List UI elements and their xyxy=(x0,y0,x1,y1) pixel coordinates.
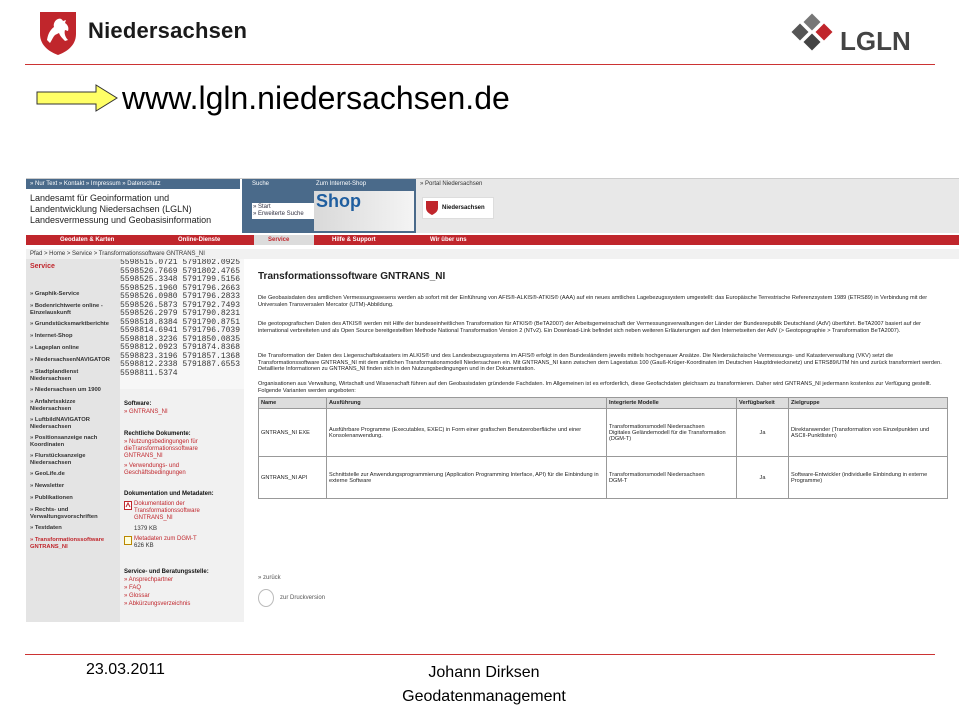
sidebar-item[interactable]: » Anfahrtsskizze Niedersachsen xyxy=(30,399,76,412)
niedersachsen-horse-logo xyxy=(38,10,78,56)
coordinate-list-image xyxy=(120,259,244,389)
table-cell: Ausführbare Programme (Executables, EXEC) in Form einer grafischen Benutzeroberfläche und einer Konsolenanwendung. xyxy=(327,409,607,457)
coord-line: 5598525.1960 5791796.2663 xyxy=(120,283,241,293)
table-cell: GNTRANS_NI EXE xyxy=(259,409,327,457)
service-link[interactable]: » Glossar xyxy=(124,593,150,599)
page-title: Transformationssoftware GNTRANS_NI xyxy=(258,271,446,282)
paragraph: Die Transformation der Daten des Liegenschaftskatasters im ALKIS® und des Landesbezugssystems im AFIS® erfolgt in den Bundesländern jeweils mittels hochgenauer Ansätze. Die Niedersächsische Vermessungs- und Katasterverwaltung (VKV) setzt die Transformationssoftware GNTRANS_NI mit dem amtlichen Transformationsmodell Niedersachsen ein. Mit GNTRANS_NI kann zwischen dem Lagestatus 100 (Gauß-Krüger-Koordinaten im Deutschen Hauptdreiecksnetz) und ETRS89/UTM hin und zurück transformiert werden. Detaillierte Informationen zu GNTRANS_NI finden sich in den Nutzungsbedingungen und in der Dokumentation. xyxy=(258,353,942,373)
author-department: Geodatenmanagement xyxy=(402,688,566,705)
coord-line: 5598526.7669 5791802.4765 xyxy=(120,266,241,276)
paragraph: Die geotopografischen Daten des ATKIS® werden mit Hilfe der bundeseinheitlichen Transformation für ATKIS® (BeTA2007) der Arbeitsgemeinschaft der Vermessungsverwaltungen der Länder der Bundesrepublik Deutschland (AdV) überführt. BeTA2007 basiert auf der international verbreiteten und als Open Source bereitgestellten Methode National Transformation Version 2 (NTv2). Ein Download-Link befindet sich neben weiteren Erläuterungen auf den Internetseiten der AdV (> Geotopographie > Transformation BeTA2007). xyxy=(258,321,921,334)
sidebar-item[interactable]: » Publikationen xyxy=(30,495,73,501)
niedersachsen-mini-logo xyxy=(426,201,438,215)
table-header-row xyxy=(259,398,948,409)
table-cell xyxy=(607,457,737,499)
model-item: Transformationsmodell Niedersachsen xyxy=(609,471,705,478)
coord-line: 5598812.0923 5791874.8368 xyxy=(120,343,241,352)
tab-hilfe[interactable]: Hilfe & Support xyxy=(332,237,376,243)
software-link[interactable]: » GNTRANS_NI xyxy=(124,409,168,415)
table-cell: GNTRANS_NI API xyxy=(259,457,327,499)
coord-line: 5598526.5873 5791792.7493 xyxy=(120,300,241,310)
tab-geodaten[interactable]: Geodaten & Karten xyxy=(60,237,115,243)
doc-size: 1379 KB xyxy=(134,526,158,532)
doc-heading: Dokumentation und Metadaten: xyxy=(124,491,214,497)
back-link[interactable]: » zurück xyxy=(258,575,281,581)
sidebar-item[interactable]: » GeoLife.de xyxy=(30,471,65,477)
coord-line: 5598526.0980 5791796.2833 xyxy=(120,292,241,301)
paragraph: Die Geobasisdaten des amtlichen Vermessungswesens werden ab sofort mit der Einführung von AFIS®-ALKIS®-ATKIS® (AAA) auf ein neues amtliches Lagebezugssystem umgestellt: das Europäische Terrestrische Referenzsystem 1989 (ETRS89) in Verbindung mit der Universalen Transversalen Mercator (UTM)-Abbildung. xyxy=(258,295,928,308)
tab-wir-ueber-uns[interactable]: Wir über uns xyxy=(430,237,467,243)
sidebar-item[interactable]: » Bodenrichtwerte online - Einzelauskunft xyxy=(30,303,103,316)
sidebar-item[interactable]: » Positionsanzeige nach Koordinaten xyxy=(30,435,98,448)
table-row xyxy=(259,457,948,499)
coord-line: 5598811.5374 xyxy=(120,368,178,378)
footer-date: 23.03.2011 xyxy=(86,661,165,678)
table-header: Verfügbarkeit xyxy=(737,398,789,409)
model-item: DGM-T xyxy=(609,477,628,484)
coord-line: 5598526.2979 5791790.8231 xyxy=(120,309,241,318)
coord-line: 5598525.3348 5791799.5156 xyxy=(120,275,241,284)
print-icon[interactable] xyxy=(258,589,274,607)
paragraph: Organisationen aus Verwaltung, Wirtschaft und Wissenschaft führen auf den Geobasisdaten gründende Fachdaten. Im Allgemeinen ist es erforderlich, diese Geofachdaten gleichsam zu transformieren. Daher wird GNTRANS_NI jedermann kostenlos zur Verfügung gestellt. Folgende Varianten werden angeboten: xyxy=(258,381,932,394)
search-links xyxy=(252,203,316,219)
service-link[interactable]: » FAQ xyxy=(124,585,142,591)
org-line: Landentwicklung Niedersachsen (LGLN) xyxy=(30,204,192,214)
portal-link[interactable]: » Portal Niedersachsen xyxy=(420,181,483,187)
print-link[interactable]: zur Druckversion xyxy=(280,595,326,601)
sidebar-item[interactable]: » Newsletter xyxy=(30,483,65,489)
doc-size: 626 KB xyxy=(134,543,154,549)
sidebar-item[interactable]: » Lageplan online xyxy=(30,345,79,351)
service-link[interactable]: » Abkürzungsverzeichnis xyxy=(124,601,191,607)
search-label[interactable]: Suche xyxy=(252,181,270,187)
author-name: Johann Dirksen xyxy=(428,664,540,681)
footer-author xyxy=(384,661,584,709)
table-cell xyxy=(607,409,737,457)
table-cell: Ja xyxy=(737,409,789,457)
lgln-logo-text: LGLN xyxy=(840,26,911,56)
org-line: Landesvermessung und Geobasisinformation xyxy=(30,215,212,225)
variants-table xyxy=(258,397,948,499)
arrow-right-icon xyxy=(36,84,118,112)
portal-area xyxy=(416,179,959,233)
coord-line: 5598823.3196 5791857.1368 xyxy=(120,351,241,361)
table-header: Ausführung xyxy=(327,398,607,409)
doc-link[interactable]: Metadaten zum DGM-T xyxy=(134,536,197,542)
org-line: Landesamt für Geoinformation und xyxy=(30,193,170,203)
service-heading: Service- und Beratungsstelle: xyxy=(124,569,209,575)
main-nav-bar xyxy=(26,235,959,245)
org-title xyxy=(30,193,244,226)
tab-service[interactable]: Service xyxy=(268,237,290,243)
legal-heading: Rechtliche Dokumente: xyxy=(124,431,191,437)
sidebar-item[interactable]: » Stadtplandienst Niedersachsen xyxy=(30,369,79,382)
pdf-icon xyxy=(124,536,132,545)
model-item: Digitales Geländemodell für die Transformation (DGM-T) xyxy=(609,429,726,442)
breadcrumb[interactable]: Pfad > Home > Service > Transformationssoftware GNTRANS_NI xyxy=(26,249,959,259)
service-link[interactable]: » Ansprechpartner xyxy=(124,577,174,583)
table-row xyxy=(259,409,948,457)
footer-divider xyxy=(25,654,935,655)
table-header: Name xyxy=(259,398,327,409)
shop-link[interactable]: Zum Internet-Shop xyxy=(316,181,367,187)
advanced-search-link[interactable]: » Erweiterte Suche xyxy=(253,211,304,217)
table-cell: Schnittstelle zur Anwendungsprogrammierung (Application Programming Interface, API) für die Einbindung in externe Software xyxy=(327,457,607,499)
website-url[interactable]: www.lgln.niedersachsen.de xyxy=(122,80,510,116)
tab-online-dienste[interactable]: Online-Dienste xyxy=(178,237,221,243)
sidebar-item[interactable]: » Grundstücksmarktberichte xyxy=(30,321,109,327)
coord-line: 5598812.2338 5791887.6553 xyxy=(120,360,241,369)
brand-name: Niedersachsen xyxy=(88,18,248,43)
pdf-icon xyxy=(124,501,132,510)
sidebar-item[interactable]: » Testdaten xyxy=(30,525,62,531)
doc-link[interactable]: Dokumentation der Transformationssoftware GNTRANS_NI xyxy=(134,501,200,521)
start-link[interactable]: » Start xyxy=(253,204,271,210)
shop-banner-title: Shop xyxy=(316,191,361,211)
sidebar-item[interactable]: » Niedersachsen um 1900 xyxy=(30,387,101,393)
legal-link[interactable]: » Verwendungs- und Geschäftsbedingungen xyxy=(124,463,186,476)
table-cell: Software-Entwickler (individuelle Einbindung in externe Programme) xyxy=(789,457,948,499)
model-item: Transformationsmodell Niedersachsen xyxy=(609,423,705,430)
table-header: Integrierte Modelle xyxy=(607,398,737,409)
coord-line: 5598818.3236 5791850.0835 xyxy=(120,334,241,344)
table-header: Zielgruppe xyxy=(789,398,948,409)
sidebar-item[interactable]: » Internet-Shop xyxy=(30,333,73,339)
legal-link[interactable]: » Nutzungsbedingungen für dieTransformationssoftware GNTRANS_NI xyxy=(124,439,198,459)
lgln-logo xyxy=(788,10,938,60)
portal-logo-text: Niedersachsen xyxy=(442,205,485,211)
header-divider xyxy=(25,64,935,65)
sidebar-item[interactable]: » NiedersachsenNAVIGATOR xyxy=(30,357,110,363)
coord-line: 5598814.6941 5791796.7039 xyxy=(120,326,241,335)
sidebar-item[interactable]: » LuftbildNAVIGATOR Niedersachsen xyxy=(30,417,90,430)
coord-line: 5598518.8384 5791790.8751 xyxy=(120,317,241,327)
sidebar-item[interactable]: » Flurstücksanzeige Niedersachsen xyxy=(30,453,86,466)
software-heading: Software: xyxy=(124,401,152,407)
sidebar-item-active[interactable]: » Transformationssoftware GNTRANS_NI xyxy=(30,537,105,550)
top-utility-nav[interactable]: » Nur Text » Kontakt » Impressum » Datenschutz xyxy=(26,179,240,189)
sidebar-item[interactable]: » Rechts- und Verwaltungsvorschriften xyxy=(30,507,98,520)
sidebar-title: Service xyxy=(30,263,55,270)
website-screenshot xyxy=(26,178,959,622)
table-cell: Ja xyxy=(737,457,789,499)
coord-line: 5598515.0721 5791802.0925 xyxy=(120,259,241,267)
table-cell: Direktanwender (Transformation von Einzelpunkten und ASCII-Punktlisten) xyxy=(789,409,948,457)
sidebar-item[interactable]: » Graphik-Service xyxy=(30,291,80,297)
